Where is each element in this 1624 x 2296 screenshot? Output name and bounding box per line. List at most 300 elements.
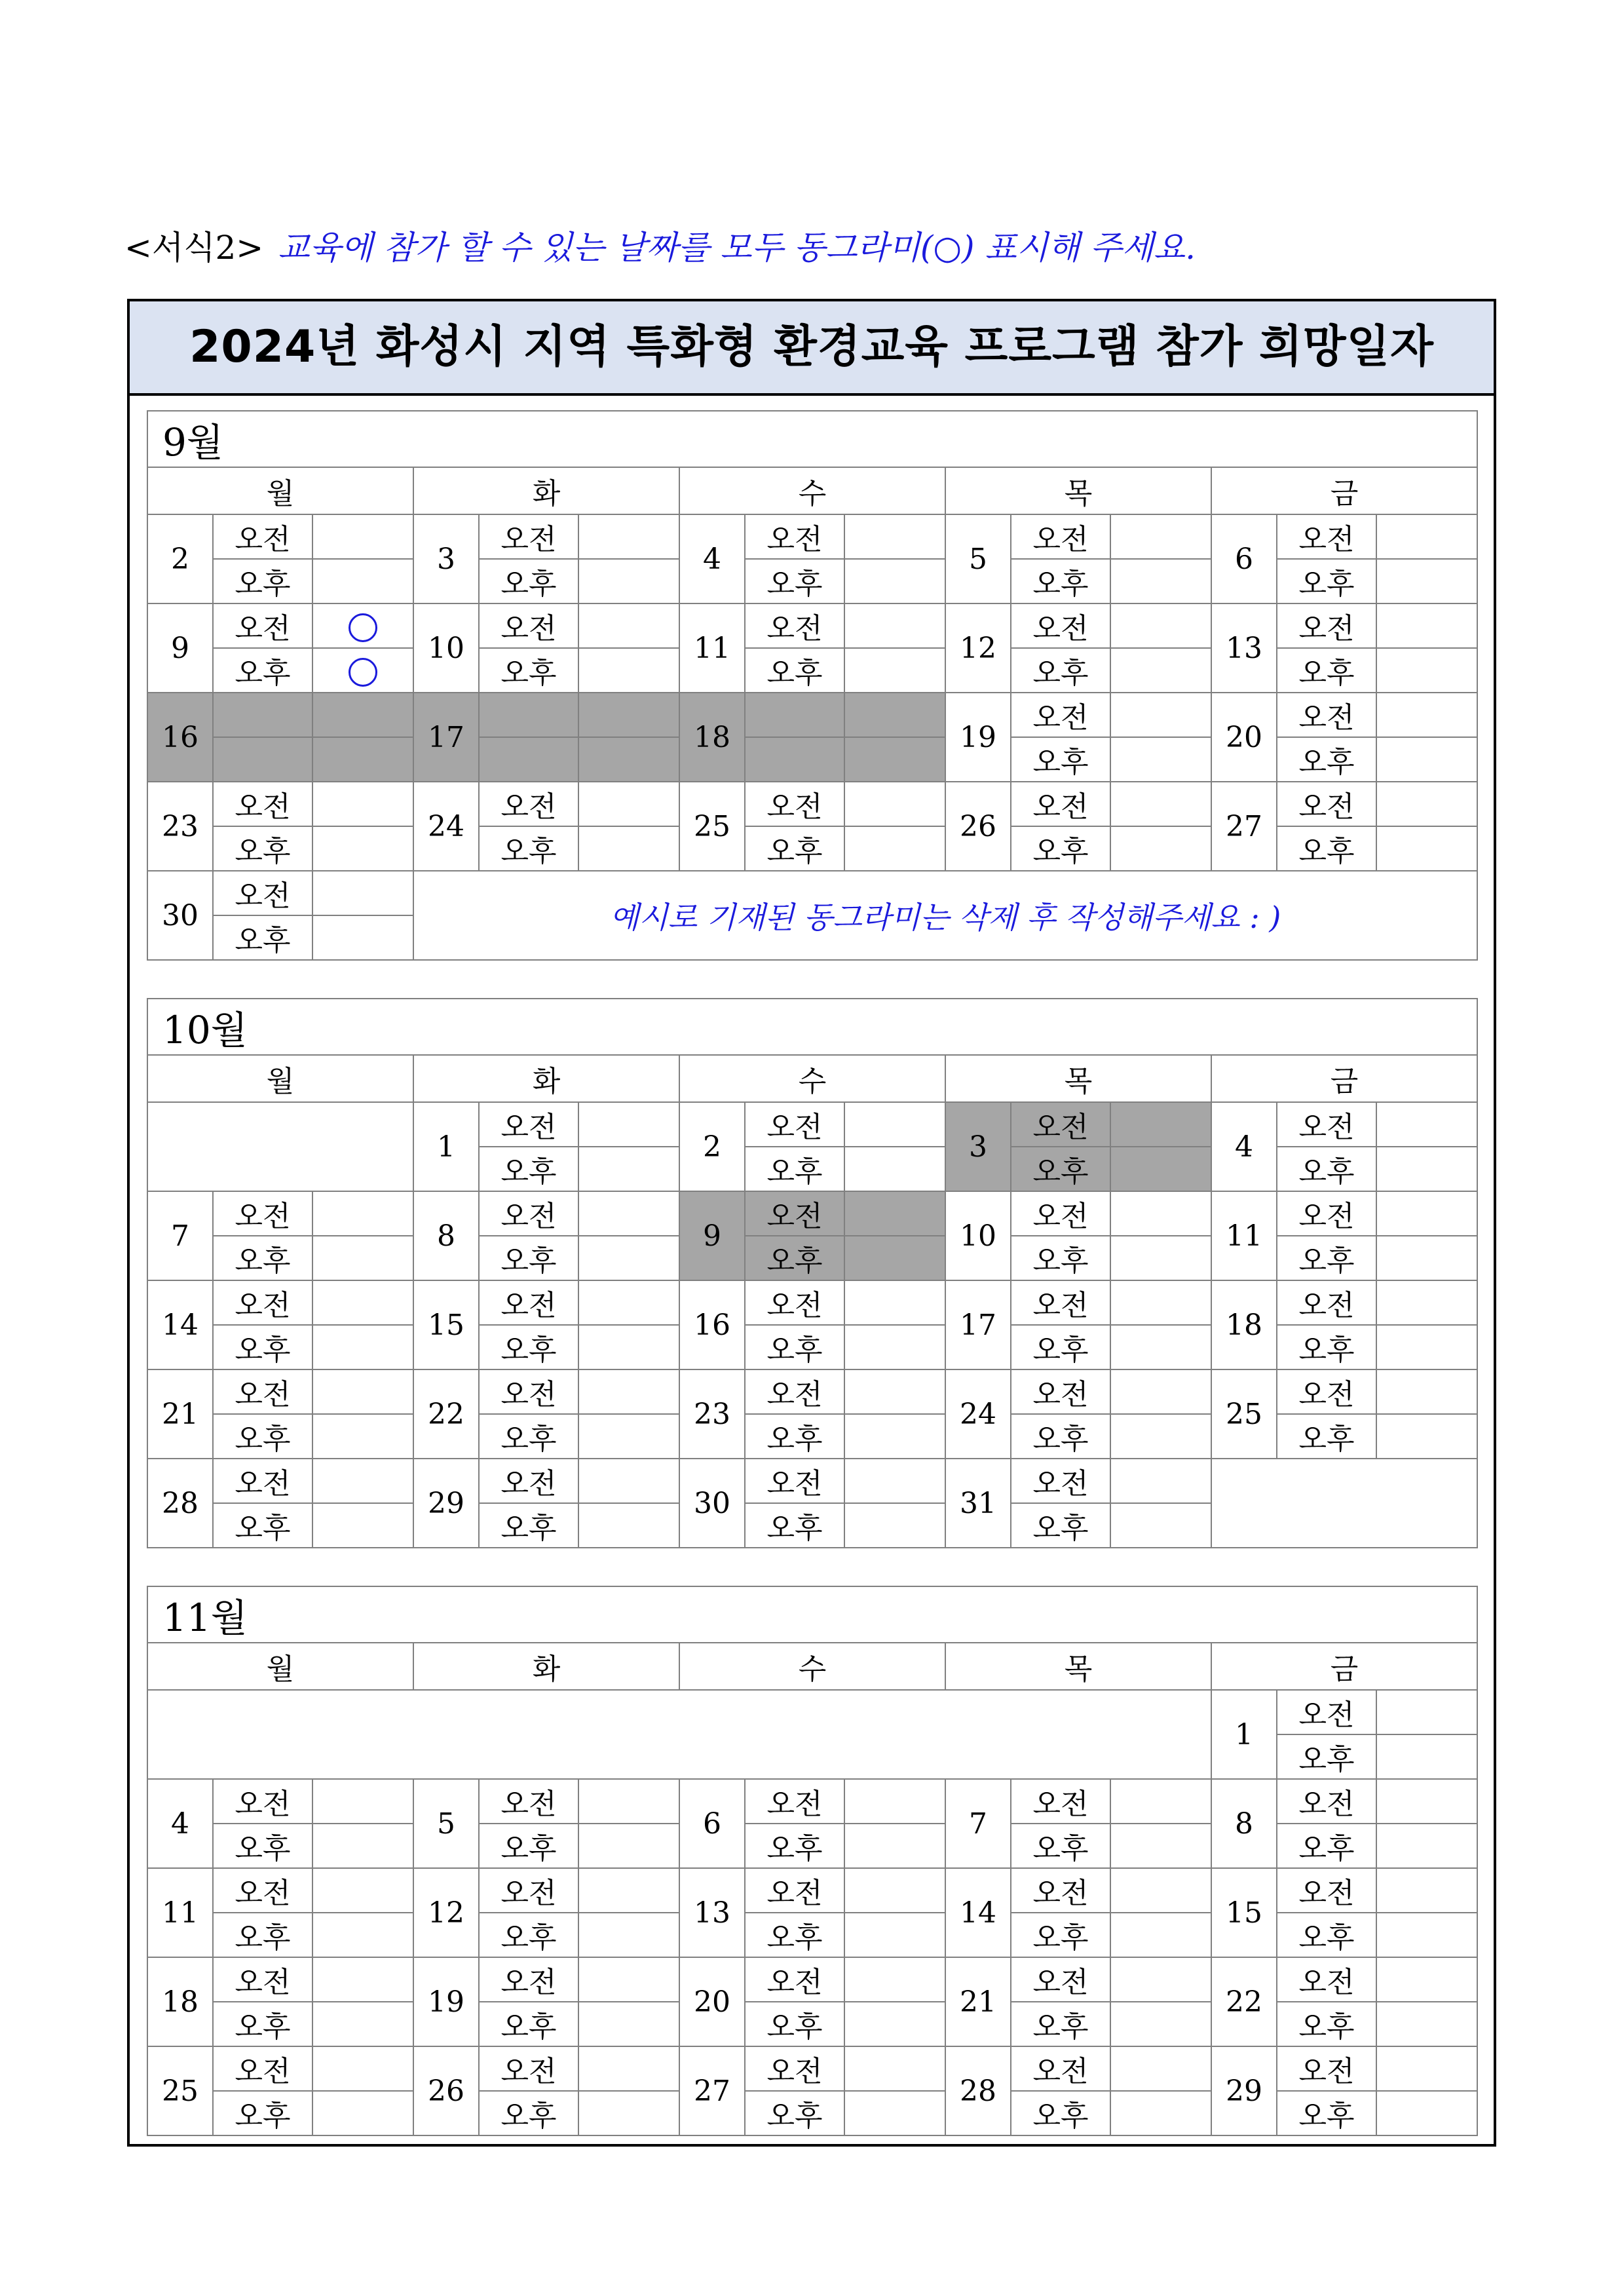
day-number: 5 [945,514,1011,603]
pm-label: 오후 [1011,1236,1110,1280]
pm-mark-cell[interactable] [1110,1236,1211,1280]
am-label: 오전 [745,782,844,826]
pm-mark-cell[interactable] [312,559,413,603]
day-number: 1 [413,1102,479,1191]
am-label: 오전 [1011,1191,1110,1236]
pm-mark-cell[interactable] [312,737,413,782]
pm-label: 오후 [213,1236,312,1280]
pm-mark-cell[interactable] [1110,1414,1211,1459]
pm-label: 오후 [479,1325,578,1369]
am-label: 오전 [479,1459,578,1503]
am-label: 오전 [1277,603,1376,648]
am-mark-cell[interactable] [844,1868,945,1913]
day-number: 23 [147,782,213,871]
am-label: 오전 [213,1280,312,1325]
pm-label: 오후 [745,559,844,603]
pm-label: 오후 [745,1147,844,1191]
pm-label: 오후 [1277,1734,1376,1779]
pm-mark-cell[interactable] [578,1414,679,1459]
day-number: 15 [413,1280,479,1369]
am-label: 오전 [1011,1459,1110,1503]
pm-label: 오후 [1277,2002,1376,2046]
am-mark-cell[interactable] [844,693,945,737]
pm-label: 오후 [479,1824,578,1868]
month-title: 10월 [147,999,1477,1055]
day-number: 16 [679,1280,745,1369]
pm-label: 오후 [1011,2091,1110,2135]
am-mark-cell[interactable] [1110,1868,1211,1913]
day-number: 3 [945,1102,1011,1191]
pm-label: 오후 [479,1414,578,1459]
day-number: 30 [679,1459,745,1548]
day-number: 31 [945,1459,1011,1548]
am-mark-cell[interactable] [578,1779,679,1824]
pm-mark-cell[interactable] [1376,1147,1477,1191]
month-calendar-table [147,410,1478,961]
am-label: 오전 [745,1868,844,1913]
am-label: 오전 [1277,1779,1376,1824]
pm-mark-cell[interactable] [312,915,413,960]
am-mark-cell[interactable] [312,1459,413,1503]
am-mark-cell[interactable] [312,1868,413,1913]
day-number: 28 [945,2046,1011,2135]
am-label: 오전 [213,1957,312,2002]
am-mark-cell[interactable] [1376,1191,1477,1236]
pm-label: 오후 [745,2002,844,2046]
am-mark-cell[interactable] [1110,1280,1211,1325]
day-number: 9 [147,603,213,693]
pm-mark-cell[interactable] [1110,1824,1211,1868]
day-number: 6 [679,1779,745,1868]
day-number: 22 [413,1369,479,1459]
am-label: 오전 [479,2046,578,2091]
day-number: 9 [679,1191,745,1280]
am-mark-cell[interactable] [1110,1459,1211,1503]
am-mark-cell[interactable] [1376,514,1477,559]
pm-label: 오후 [745,1236,844,1280]
am-label: 오전 [745,1191,844,1236]
pm-mark-cell[interactable] [312,648,413,693]
pm-label: 오후 [1277,826,1376,871]
form-header [124,221,1500,274]
am-label: 오전 [745,1369,844,1414]
am-label: 오전 [1011,603,1110,648]
am-label: 오전 [479,1191,578,1236]
am-mark-cell[interactable] [578,1957,679,2002]
am-label: 오전 [1277,514,1376,559]
day-number: 25 [147,2046,213,2135]
am-mark-cell[interactable] [312,603,413,648]
am-mark-cell[interactable] [578,603,679,648]
am-label: 오전 [745,1102,844,1147]
month-calendar-table [147,1586,1478,2136]
pm-label: 오후 [745,1913,844,1957]
page-title: 2024년 화성시 지역 특화형 환경교육 프로그램 참가 희망일자 [130,301,1494,396]
pm-label: 오후 [1011,1325,1110,1369]
day-number: 20 [679,1957,745,2046]
pm-mark-cell[interactable] [844,737,945,782]
day-number: 21 [945,1957,1011,2046]
am-mark-cell[interactable] [1110,1369,1211,1414]
pm-mark-cell[interactable] [578,1503,679,1548]
day-number: 27 [679,2046,745,2135]
am-label: 오전 [1277,1102,1376,1147]
am-label: 오전 [1277,1191,1376,1236]
pm-label: 오후 [1277,1236,1376,1280]
pm-mark-cell[interactable] [1110,648,1211,693]
am-mark-cell[interactable] [844,782,945,826]
am-label: 오전 [479,1280,578,1325]
am-mark-cell[interactable] [844,1779,945,1824]
day-number: 18 [679,693,745,782]
pm-label: 오후 [1011,648,1110,693]
pm-label [213,737,312,782]
am-label: 오전 [213,1779,312,1824]
pm-mark-cell[interactable] [578,648,679,693]
am-mark-cell[interactable] [1376,1102,1477,1147]
am-mark-cell[interactable] [578,1191,679,1236]
am-mark-cell[interactable] [578,1369,679,1414]
pm-mark-cell[interactable] [578,1824,679,1868]
am-label: 오전 [1277,693,1376,737]
month-title: 11월 [147,1586,1477,1643]
pm-label: 오후 [745,648,844,693]
am-label: 오전 [213,2046,312,2091]
pm-label: 오후 [1011,826,1110,871]
day-number: 11 [147,1868,213,1957]
pm-mark-cell[interactable] [578,1147,679,1191]
pm-mark-cell[interactable] [1110,826,1211,871]
day-number: 12 [413,1868,479,1957]
am-mark-cell[interactable] [578,1868,679,1913]
am-label: 오전 [1277,782,1376,826]
pm-label: 오후 [1277,2091,1376,2135]
day-number: 26 [945,782,1011,871]
pm-mark-cell[interactable] [578,826,679,871]
day-number: 3 [413,514,479,603]
pm-mark-cell[interactable] [1110,1913,1211,1957]
pm-mark-cell[interactable] [578,1913,679,1957]
am-mark-cell[interactable] [578,1280,679,1325]
am-label: 오전 [745,514,844,559]
pm-mark-cell[interactable] [844,1913,945,1957]
pm-mark-cell[interactable] [312,1913,413,1957]
am-label: 오전 [1277,1957,1376,2002]
pm-mark-cell[interactable] [1376,1824,1477,1868]
pm-mark-cell[interactable] [1376,2091,1477,2135]
am-mark-cell[interactable] [312,514,413,559]
pm-mark-cell[interactable] [1110,2091,1211,2135]
pm-label: 오후 [1277,737,1376,782]
pm-mark-cell[interactable] [1376,1913,1477,1957]
pm-mark-cell[interactable] [844,1503,945,1548]
am-mark-cell[interactable] [1110,514,1211,559]
pm-mark-cell[interactable] [312,1325,413,1369]
am-mark-cell[interactable] [1376,2046,1477,2091]
am-mark-cell[interactable] [578,514,679,559]
am-label: 오전 [213,514,312,559]
pm-mark-cell[interactable] [1110,1325,1211,1369]
pm-mark-cell[interactable] [844,1325,945,1369]
pm-mark-cell[interactable] [1376,648,1477,693]
am-label: 오전 [1011,1102,1110,1147]
pm-label: 오후 [479,2002,578,2046]
day-number: 29 [413,1459,479,1548]
weekday-header: 수 [679,1055,945,1102]
day-number: 27 [1211,782,1277,871]
pm-mark-cell[interactable] [1110,2002,1211,2046]
pm-label: 오후 [213,1824,312,1868]
am-mark-cell[interactable] [1110,603,1211,648]
am-mark-cell[interactable] [578,782,679,826]
am-label: 오전 [1277,1280,1376,1325]
pm-mark-cell[interactable] [1376,559,1477,603]
day-number: 18 [147,1957,213,2046]
am-mark-cell[interactable] [1376,603,1477,648]
pm-mark-cell[interactable] [844,559,945,603]
pm-label: 오후 [479,1503,578,1548]
pm-mark-cell[interactable] [578,1236,679,1280]
pm-mark-cell[interactable] [1110,1503,1211,1548]
pm-label: 오후 [1277,1913,1376,1957]
pm-label: 오후 [1277,1414,1376,1459]
am-mark-cell[interactable] [312,871,413,915]
day-number: 7 [945,1779,1011,1868]
am-mark-cell[interactable] [312,1369,413,1414]
day-number: 17 [413,693,479,782]
weekday-header: 화 [413,1055,679,1102]
instruction-text: 교육에 참가 할 수 있는 날짜를 모두 동그라미(○) 표시해 주세요. [278,229,1196,267]
weekday-header: 화 [413,467,679,514]
am-mark-cell[interactable] [844,1369,945,1414]
pm-label: 오후 [1011,1824,1110,1868]
pm-label: 오후 [479,1147,578,1191]
am-mark-cell[interactable] [578,1102,679,1147]
empty-cell [147,1102,413,1191]
pm-mark-cell[interactable] [312,1503,413,1548]
am-mark-cell[interactable] [312,1280,413,1325]
am-mark-cell[interactable] [1376,1369,1477,1414]
am-mark-cell[interactable] [1110,782,1211,826]
pm-label: 오후 [745,1414,844,1459]
pm-label: 오후 [745,1824,844,1868]
pm-label [745,737,844,782]
pm-label: 오후 [213,2091,312,2135]
pm-mark-cell[interactable] [1376,1236,1477,1280]
day-number: 16 [147,693,213,782]
pm-mark-cell[interactable] [1376,826,1477,871]
pm-mark-cell[interactable] [578,2091,679,2135]
am-label: 오전 [745,1779,844,1824]
am-label: 오전 [745,2046,844,2091]
pm-mark-cell[interactable] [1110,737,1211,782]
pm-label: 오후 [1011,1147,1110,1191]
am-mark-cell[interactable] [578,1459,679,1503]
am-mark-cell[interactable] [1376,1690,1477,1734]
day-number: 10 [413,603,479,693]
pm-label: 오후 [1011,1503,1110,1548]
day-number: 5 [413,1779,479,1868]
pm-mark-cell[interactable] [312,1414,413,1459]
am-mark-cell[interactable] [578,2046,679,2091]
pm-label: 오후 [745,1325,844,1369]
am-mark-cell[interactable] [1376,693,1477,737]
pm-mark-cell[interactable] [312,1236,413,1280]
pm-mark-cell[interactable] [578,559,679,603]
am-mark-cell[interactable] [312,1957,413,2002]
pm-mark-cell[interactable] [1376,737,1477,782]
am-mark-cell[interactable] [1110,1779,1211,1824]
weekday-header: 목 [945,1055,1211,1102]
am-mark-cell[interactable] [1376,1779,1477,1824]
day-number: 8 [1211,1779,1277,1868]
am-label: 오전 [479,514,578,559]
am-mark-cell[interactable] [312,1779,413,1824]
am-label: 오전 [213,1369,312,1414]
pm-mark-cell[interactable] [312,1824,413,1868]
am-mark-cell[interactable] [1376,782,1477,826]
am-label: 오전 [479,603,578,648]
day-number: 25 [1211,1369,1277,1459]
pm-label: 오후 [479,559,578,603]
am-label: 오전 [1277,1369,1376,1414]
pm-label: 오후 [745,1503,844,1548]
am-mark-cell[interactable] [578,693,679,737]
day-number: 19 [945,693,1011,782]
am-mark-cell[interactable] [312,2046,413,2091]
pm-mark-cell[interactable] [1376,1414,1477,1459]
pm-label: 오후 [213,1503,312,1548]
am-mark-cell[interactable] [844,1957,945,2002]
pm-mark-cell[interactable] [578,737,679,782]
am-label: 오전 [213,1459,312,1503]
pm-mark-cell[interactable] [844,1824,945,1868]
circle-mark-icon [349,658,377,687]
pm-mark-cell[interactable] [578,1325,679,1369]
pm-mark-cell[interactable] [578,2002,679,2046]
am-label: 오전 [479,1957,578,2002]
day-number: 14 [945,1868,1011,1957]
day-number: 24 [945,1369,1011,1459]
pm-label: 오후 [1011,737,1110,782]
day-number: 7 [147,1191,213,1280]
am-mark-cell[interactable] [1110,1957,1211,2002]
weekday-header: 목 [945,467,1211,514]
day-number: 2 [147,514,213,603]
am-label: 오전 [1011,1369,1110,1414]
weekday-header: 월 [147,467,413,514]
am-label: 오전 [479,1102,578,1147]
am-mark-cell[interactable] [844,1191,945,1236]
form-frame [127,299,1496,2147]
day-number: 26 [413,2046,479,2135]
am-mark-cell[interactable] [844,514,945,559]
am-mark-cell[interactable] [1376,1957,1477,2002]
am-mark-cell[interactable] [1110,1191,1211,1236]
pm-label [479,737,578,782]
pm-mark-cell[interactable] [312,2002,413,2046]
pm-mark-cell[interactable] [1376,2002,1477,2046]
am-label: 오전 [479,1779,578,1824]
pm-mark-cell[interactable] [844,826,945,871]
pm-mark-cell[interactable] [844,2002,945,2046]
day-number: 4 [1211,1102,1277,1191]
am-mark-cell[interactable] [312,693,413,737]
am-label: 오전 [213,603,312,648]
am-mark-cell[interactable] [844,1280,945,1325]
pm-mark-cell[interactable] [1376,1325,1477,1369]
am-mark-cell[interactable] [1110,2046,1211,2091]
day-number: 25 [679,782,745,871]
weekday-header: 금 [1211,1643,1477,1690]
day-number: 8 [413,1191,479,1280]
day-number: 13 [1211,603,1277,693]
pm-label: 오후 [1277,1325,1376,1369]
am-label: 오전 [213,871,312,915]
pm-mark-cell[interactable] [844,1414,945,1459]
pm-mark-cell[interactable] [1110,559,1211,603]
pm-mark-cell[interactable] [844,1236,945,1280]
am-mark-cell[interactable] [844,1459,945,1503]
weekday-header: 목 [945,1643,1211,1690]
day-number: 23 [679,1369,745,1459]
pm-mark-cell[interactable] [844,2091,945,2135]
am-mark-cell[interactable] [312,782,413,826]
pm-label: 오후 [1277,559,1376,603]
am-mark-cell[interactable] [1110,1102,1211,1147]
pm-label: 오후 [1011,1414,1110,1459]
pm-mark-cell[interactable] [844,648,945,693]
pm-label: 오후 [213,915,312,960]
am-mark-cell[interactable] [844,2046,945,2091]
am-mark-cell[interactable] [312,1191,413,1236]
pm-mark-cell[interactable] [312,2091,413,2135]
weekday-header: 수 [679,467,945,514]
pm-label: 오후 [1011,559,1110,603]
pm-label: 오후 [479,1236,578,1280]
am-label: 오전 [1277,2046,1376,2091]
am-mark-cell[interactable] [844,603,945,648]
am-label: 오전 [479,1868,578,1913]
pm-mark-cell[interactable] [312,826,413,871]
weekday-header: 금 [1211,467,1477,514]
pm-label: 오후 [745,2091,844,2135]
pm-mark-cell[interactable] [1376,1734,1477,1779]
pm-label: 오후 [1277,648,1376,693]
pm-label: 오후 [213,826,312,871]
pm-label: 오후 [213,559,312,603]
day-number: 1 [1211,1690,1277,1779]
circle-mark-icon [349,613,377,642]
am-mark-cell[interactable] [1376,1868,1477,1913]
day-number: 6 [1211,514,1277,603]
am-mark-cell[interactable] [1110,693,1211,737]
day-number: 30 [147,871,213,960]
am-label: 오전 [1011,2046,1110,2091]
am-mark-cell[interactable] [844,1102,945,1147]
am-label: 오전 [1011,693,1110,737]
day-number: 28 [147,1459,213,1548]
am-label: 오전 [745,1957,844,2002]
am-mark-cell[interactable] [1376,1280,1477,1325]
pm-mark-cell[interactable] [1110,1147,1211,1191]
am-label: 오전 [213,1191,312,1236]
day-number: 13 [679,1868,745,1957]
am-label [479,693,578,737]
pm-mark-cell[interactable] [844,1147,945,1191]
pm-label: 오후 [479,1913,578,1957]
am-label: 오전 [479,1369,578,1414]
